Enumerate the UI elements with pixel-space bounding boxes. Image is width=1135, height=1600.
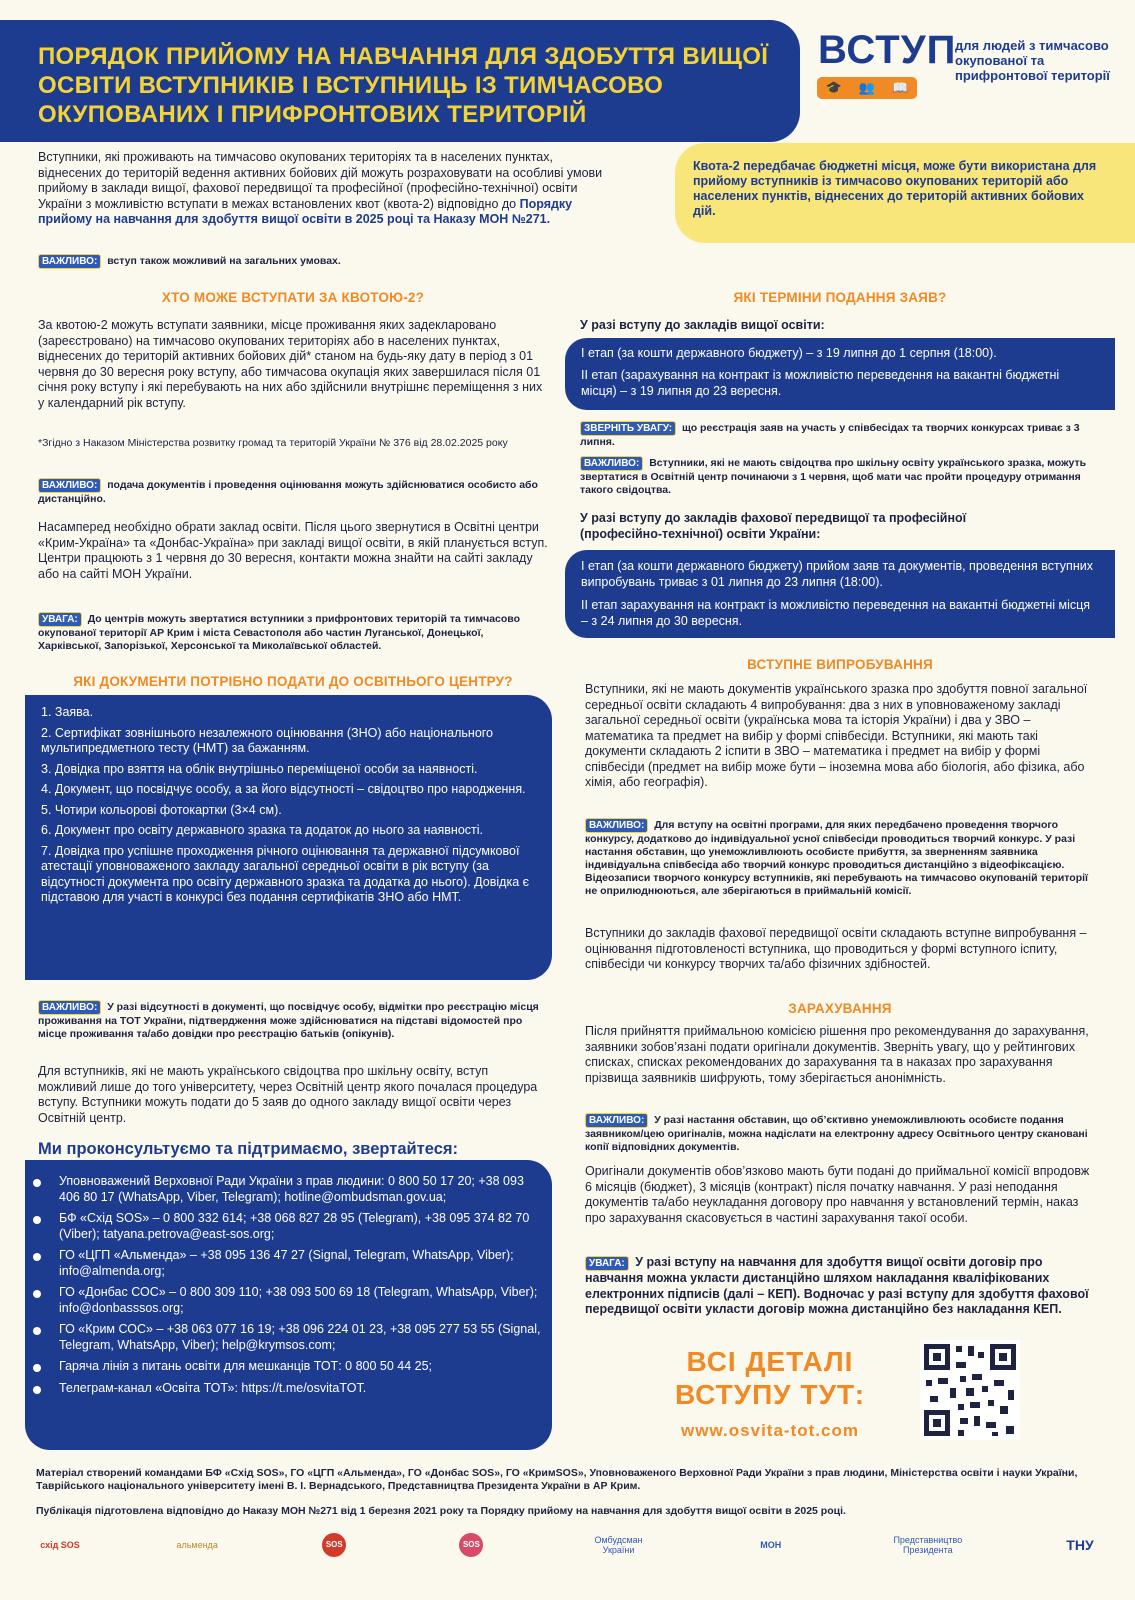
important-badge: ВАЖЛИВО:	[38, 254, 101, 269]
no-cert-text: Для вступників, які не мають українського свідоцтва про шкільну освіту, вступ можливий лише до того університету, через Освітній центр якого почалася процедура вступу. Вступники можуть подати до 5 заяв до одного закладу вищої освіти через Освітній центр.	[38, 1064, 538, 1125]
intro-important	[38, 254, 608, 269]
contact-item	[47, 1322, 542, 1353]
prof-stage-1: І етап (за кошти державного бюджету) прийом заяв та документів, проведення вступних випробувань триває з 01 липня до 23 липня (18:00).	[581, 559, 1093, 589]
important-text: подача документів і проведення оцінювання можуть здійснюватися особисто або дистанційно.	[38, 479, 538, 505]
important-text: Для вступу на освітні програми, для яких передбачено проведення творчого конкурсу, додатково до індивідуальної усної співбесіди проводиться творчий конкурс. У разі настання обставин, що унеможливлюють особисте прибуття, за зверненням заявника індивідуальна співбесіда або творчий конкурс проводиться дистанційно з відеофіксацією. Відеозаписи творчого конкурсу вступників, які перебувають на тимчасово окупованій території не оприлюднюються, але зберігаються в приймальній комісії.	[585, 819, 1089, 897]
attention-text: До центрів можуть звертатися вступники з прифронтових територій та тимчасово окупованої території АР Крим і міста Севастополя або частин Луганської, Донецької, Харківської, Запорізької, Херсонської та Миколаївської областей.	[38, 613, 521, 652]
attention-badge: УВАГА:	[585, 1256, 629, 1271]
enroll-heading: ЗАРАХУВАННЯ	[788, 1001, 892, 1016]
bullet-icon	[33, 1179, 41, 1187]
cta-line-2: ВСТУПУ ТУТ:	[674, 1379, 866, 1410]
higher-stage-1: І етап (за кошти державного бюджету) – з 19 липня до 1 серпня (18:00).	[581, 346, 997, 360]
important-badge: ВАЖЛИВО:	[585, 1113, 648, 1128]
document-item: 3. Довідка про взяття на облік внутрішньо переміщеної особи за наявності.	[41, 761, 478, 776]
documents-box	[25, 695, 552, 980]
exam-text: Вступники, які не мають документів українського зразка про здобуття повної загальної середньої освіти складають 4 випробування: два з них в уповноваженому закладі загальної середньої освіти (українська мова та історія України) і два у ЗВО – математика та предмет на вибір у формі співбесіди. Вступники, які мають такі документи складають 2 іспити в ЗВО – математика і предмет на вибір у формі співбесіди (предмет на вибір може бути – іноземна мова або біологія, або фізика, або хімія, або географія).	[585, 682, 1088, 789]
enroll-attention	[585, 1255, 1090, 1318]
bullet-icon	[33, 1253, 41, 1261]
tnu-logo-icon: ТНУ	[1066, 1537, 1094, 1553]
sos-circle: SOS	[322, 1533, 346, 1557]
documents-important	[38, 1000, 548, 1041]
bullet-icon	[33, 1327, 41, 1335]
who-heading: ХТО МОЖЕ ВСТУПАТИ ЗА КВОТОЮ-2?	[161, 290, 425, 305]
sos-circle: SOS	[459, 1533, 483, 1557]
contact-text[interactable]: БФ «Схід SOS» – 0 800 332 614; +38 068 827 28 95 (Telegram), +38 095 374 82 70 (Viber); tatyana.petrova@east-sos.org;	[59, 1211, 530, 1241]
document-item: 1. Заява.	[41, 705, 94, 719]
intro-paragraph	[38, 150, 608, 228]
graduation-cap-icon: 🎓	[825, 80, 842, 95]
cta-line-1: ВСІ ДЕТАЛІ	[686, 1346, 854, 1377]
people-icon: 👥	[858, 80, 876, 95]
footer-credits: Матеріал створений командами БФ «Схід SOS», ГО «ЦГП «Альменда», ГО «Донбас SOS», ГО «КримSOS», Уповноваженого Верховної Ради України з прав людини, Міністерства освіти і науки України, Таврійського національного університету імені В. І. Вернадського, Представництва Президента України в АР Крим.	[36, 1467, 1078, 1492]
page-title: ПОРЯДОК ПРИЙОМУ НА НАВЧАННЯ ДЛЯ ЗДОБУТТЯ ВИЩОЇ ОСВІТИ ВСТУПНИКІВ І ВСТУПНИЦЬ ІЗ ТИМЧАСОВО ОКУПОВАНИХ І ПРИФРОНТОВИХ ТЕРИТОРІЙ	[38, 43, 769, 128]
who-important	[38, 478, 548, 506]
almenda-logo-icon: альменда	[176, 1540, 218, 1550]
exam-heading: ВСТУПНЕ ВИПРОБУВАННЯ	[747, 657, 933, 672]
contact-item	[47, 1285, 542, 1316]
contacts-heading: Ми проконсультуємо та підтримаємо, звертайтеся:	[38, 1140, 459, 1158]
centers-text: Насамперед необхідно обрати заклад освіти. Після цього звернутися в Освітні центри «Крим-Україна» та «Донбас-Україна» при закладі вищої освіти, в якій планується вступ. Центри працюють з 1 червня до 30 вересня, контакти можна знайти на сайті закладу або на сайті МОН України.	[38, 520, 548, 581]
mon-logo-icon: МОН	[760, 1540, 782, 1550]
important-text: У разі настання обставин, що об’єктивно унеможливлюють особисте подання заявником/цею оригіналів, можна надіслати на електронну адресу Освітнього центру скановані копії відповідних документів.	[585, 1114, 1088, 1153]
quota-text: Квота-2 передбачає бюджетні місця, може бути використана для прийому вступників із тимчасово окупованих територій або населених пунктів, віднесених до територій активних бойових дій.	[693, 159, 1097, 218]
donbas-sos-logo-icon	[304, 1533, 364, 1557]
qr-code-graphic	[920, 1340, 1020, 1440]
cta-url[interactable]: www.osvita-tot.com	[681, 1421, 859, 1440]
attention-badge: УВАГА:	[38, 612, 82, 627]
contact-text[interactable]: ГО «Крим СОС» – +38 063 077 16 19; +38 096 224 01 23, +38 095 277 53 55 (Signal, Telegram, WhatsApp, Viber); help@krymsos.com;	[59, 1322, 541, 1352]
logo-icon-strip	[817, 77, 917, 99]
bullet-icon	[33, 1386, 41, 1394]
contact-text[interactable]: Уповноважений Верховної Ради України з прав людини: 0 800 50 17 20; +38 093 406 80 17 (WhatsApp, Viber, Telegram); hotline@ombudsman.gov.ua;	[59, 1174, 524, 1204]
exam-important	[585, 818, 1090, 898]
intro-text: Вступники, які проживають на тимчасово окупованих територіях та в населених пунктах, віднесених до територій ведення активних бойових дій можуть розраховувати на особливі умови прийому в заклади вищої, фахової передвищої та професійної (професійно-технічної) освіти України з можливістю вступати в межах встановлених квот (квота-2) відповідно до	[38, 150, 603, 211]
higher-stages-box	[565, 338, 1115, 410]
contact-text[interactable]: ГО «ЦГП «Альменда» – +38 095 136 47 27 (Signal, Telegram, WhatsApp, Viber); info@almenda.org;	[59, 1248, 514, 1278]
contact-item	[47, 1381, 542, 1397]
contact-item	[47, 1211, 542, 1242]
documents-heading: ЯКІ ДОКУМЕНТИ ПОТРІБНО ПОДАТИ ДО ОСВІТНЬОГО ЦЕНТРУ?	[73, 674, 513, 689]
logo-wordmark: ВСТУП	[818, 28, 957, 72]
terms-attention	[580, 421, 1100, 449]
krym-sos-logo-icon	[441, 1533, 501, 1557]
exam-prof-text: Вступники до закладів фахової передвищої освіти складають вступне випробування – оцінювання підготовленості вступника, що проводиться у формі вступного іспиту, співбесіди чи конкурсу творчих та/або фізичних здібностей.	[585, 926, 1087, 971]
who-attention	[38, 612, 548, 653]
partner-logos	[30, 1525, 1110, 1565]
important-badge: ВАЖЛИВО:	[38, 478, 101, 493]
bullet-icon	[33, 1364, 41, 1372]
contact-item	[47, 1174, 542, 1205]
documents-list	[41, 705, 536, 911]
quota-box	[675, 143, 1135, 243]
originals-text: Оригінали документів обов’язково мають бути подані до приймальної комісії впродовж 6 місяців (бюджет), 3 місяців (контракт) після початку навчання. У разі неподання документів та/або неукладання договору про навчання у встановлений термін, наказ про зарахування скасовується в частині зарахування такої особи.	[585, 1164, 1090, 1225]
bullet-icon	[33, 1216, 41, 1224]
book-icon: 📖	[892, 80, 909, 95]
attention-badge: ЗВЕРНІТЬ УВАГУ:	[580, 421, 676, 436]
president-rep-logo-icon: Представництво Президента	[893, 1535, 963, 1555]
footer-publication: Публікація підготовлена відповідно до Наказу МОН №271 від 1 березня 2021 року та Порядку прийому на навчання для здобуття вищої освіти в 2025 році.	[36, 1505, 846, 1517]
document-item: 5. Чотири кольорові фотокартки (3×4 см).	[41, 802, 282, 817]
bullet-icon	[33, 1290, 41, 1298]
document-item: 2. Сертифікат зовнішнього незалежного оцінювання (ЗНО) або національного мультипредметного тесту (НМТ) за бажанням.	[41, 725, 494, 755]
enroll-important	[585, 1113, 1090, 1154]
contacts-list	[47, 1174, 542, 1402]
prof-stage-2: ІІ етап зарахування на контракт із можливістю переведення на вакантні бюджетні місця – з 24 липня до 30 вересня.	[581, 598, 1091, 628]
contact-text[interactable]: Гаряча лінія з питань освіти для мешканців ТОТ: 0 800 50 44 25;	[59, 1359, 433, 1373]
prof-subheading: У разі вступу до закладів фахової передвищої та професійної (професійно-технічної) освіти України:	[580, 511, 967, 541]
higher-stage-2: ІІ етап (зарахування на контракт із можливістю переведення на вакантні бюджетні місця) – з 19 липня до 23 вересня.	[581, 368, 1060, 398]
contact-text[interactable]: ГО «Донбас СОС» – 0 800 309 110; +38 093 500 69 18 (Telegram, WhatsApp, Viber); info@donbasssos.org;	[59, 1285, 538, 1315]
intro-link[interactable]: Порядку прийому на навчання для здобуття вищої освіти в 2025 році та Наказу МОН №271.	[38, 196, 573, 226]
who-text: За квотою-2 можуть вступати заявники, місце проживання яких задекларовано (зареєстровано) на тимчасово окупованих територіях або в населених пунктах, віднесених до територій активних бойових дій* станом на будь-яку дату в період з 01 червня до 30 вересня року вступу, або тимчасова окупація яких завершилася після 01 січня року вступу і які перебувають на них або здійснили внутрішнє переміщення з них у календарний рік вступу.	[38, 318, 543, 410]
important-badge: ВАЖЛИВО:	[585, 818, 648, 833]
contact-item	[47, 1359, 542, 1375]
title-banner	[0, 20, 800, 142]
attention-text: У разі вступу на навчання для здобуття вищої освіти договір про навчання можна укласти дистанційно шляхом накладання кваліфікованих електронних підписів (далі – КЕП). Водночас у разі вступу для здобуття фахової передвищої освіти укласти договір можна дистанційно без накладання КЕП.	[585, 1255, 1089, 1316]
east-sos-logo-icon: схід SOS	[40, 1540, 80, 1550]
cta-block	[640, 1345, 900, 1445]
important-badge: ВАЖЛИВО:	[38, 1000, 101, 1015]
contact-item	[47, 1248, 542, 1279]
attention-text: що реєстрація заяв на участь у співбесідах та творчих конкурсах триває з 3 липня.	[580, 422, 1080, 448]
enroll-text: Після прийняття приймальною комісією рішення про рекомендування до зарахування, заявники зобов’язані подати оригінали документів. Зверніть увагу, що у рейтингових списках, списках рекомендованих до зарахування та в наказах про зарахування прізвища заявників шифрують, тому зберігається анонімність.	[585, 1024, 1089, 1085]
ombudsman-logo-icon: Омбудсман України	[594, 1535, 643, 1555]
terms-heading: ЯКІ ТЕРМІНИ ПОДАННЯ ЗАЯВ?	[733, 290, 947, 305]
logo-tagline: для людей з тимчасово окупованої та прифронтової території	[955, 38, 1110, 83]
document-item: 7. Довідка про успішне проходження річного оцінювання та державної підсумкової атестації уповноваженого закладу загальної середньої освіти в рік вступу (за відсутності документа про освіту державного зразка та додатка до нього). Довідка є підставою для участі в конкурсі без подання сертифікатів ЗНО або НМТ.	[41, 843, 529, 904]
important-badge: ВАЖЛИВО:	[580, 456, 643, 471]
prof-stages-box	[565, 550, 1115, 638]
contact-text[interactable]: Телеграм-канал «Освіта ТОТ»: https://t.me/osvitaTOT.	[59, 1380, 367, 1395]
terms-important	[580, 456, 1100, 497]
qr-code-icon[interactable]	[920, 1340, 1020, 1440]
important-text: Вступники, які не мають свідоцтва про шкільну освіту українського зразка, можуть звертатися в Освітній центр починаючи з 1 червня, щоб мати час пройти процедуру отримання такого свідоцтва.	[580, 457, 1087, 496]
important-text: вступ також можливий на загальних умовах.	[107, 255, 341, 267]
document-item: 4. Документ, що посвідчує особу, а за його відсутності – свідоцтво про народження.	[41, 782, 526, 796]
important-text: У разі відсутності в документі, що посвідчує особу, відмітки про реєстрацію місця проживання на ТОТ України, підтвердження може здійснюватися на підставі відомостей про місце проживання та/або довідки про реєстрацію батьків (опікунів).	[38, 1001, 539, 1040]
higher-subheading: У разі вступу до закладів вищої освіти:	[580, 318, 825, 332]
who-footnote: *Згідно з Наказом Міністерства розвитку громад та територій України № 376 від 28.02.2025 року	[38, 437, 508, 449]
contacts-box	[25, 1160, 552, 1450]
document-item: 6. Документ про освіту державного зразка та додаток до нього за наявності.	[41, 823, 484, 837]
